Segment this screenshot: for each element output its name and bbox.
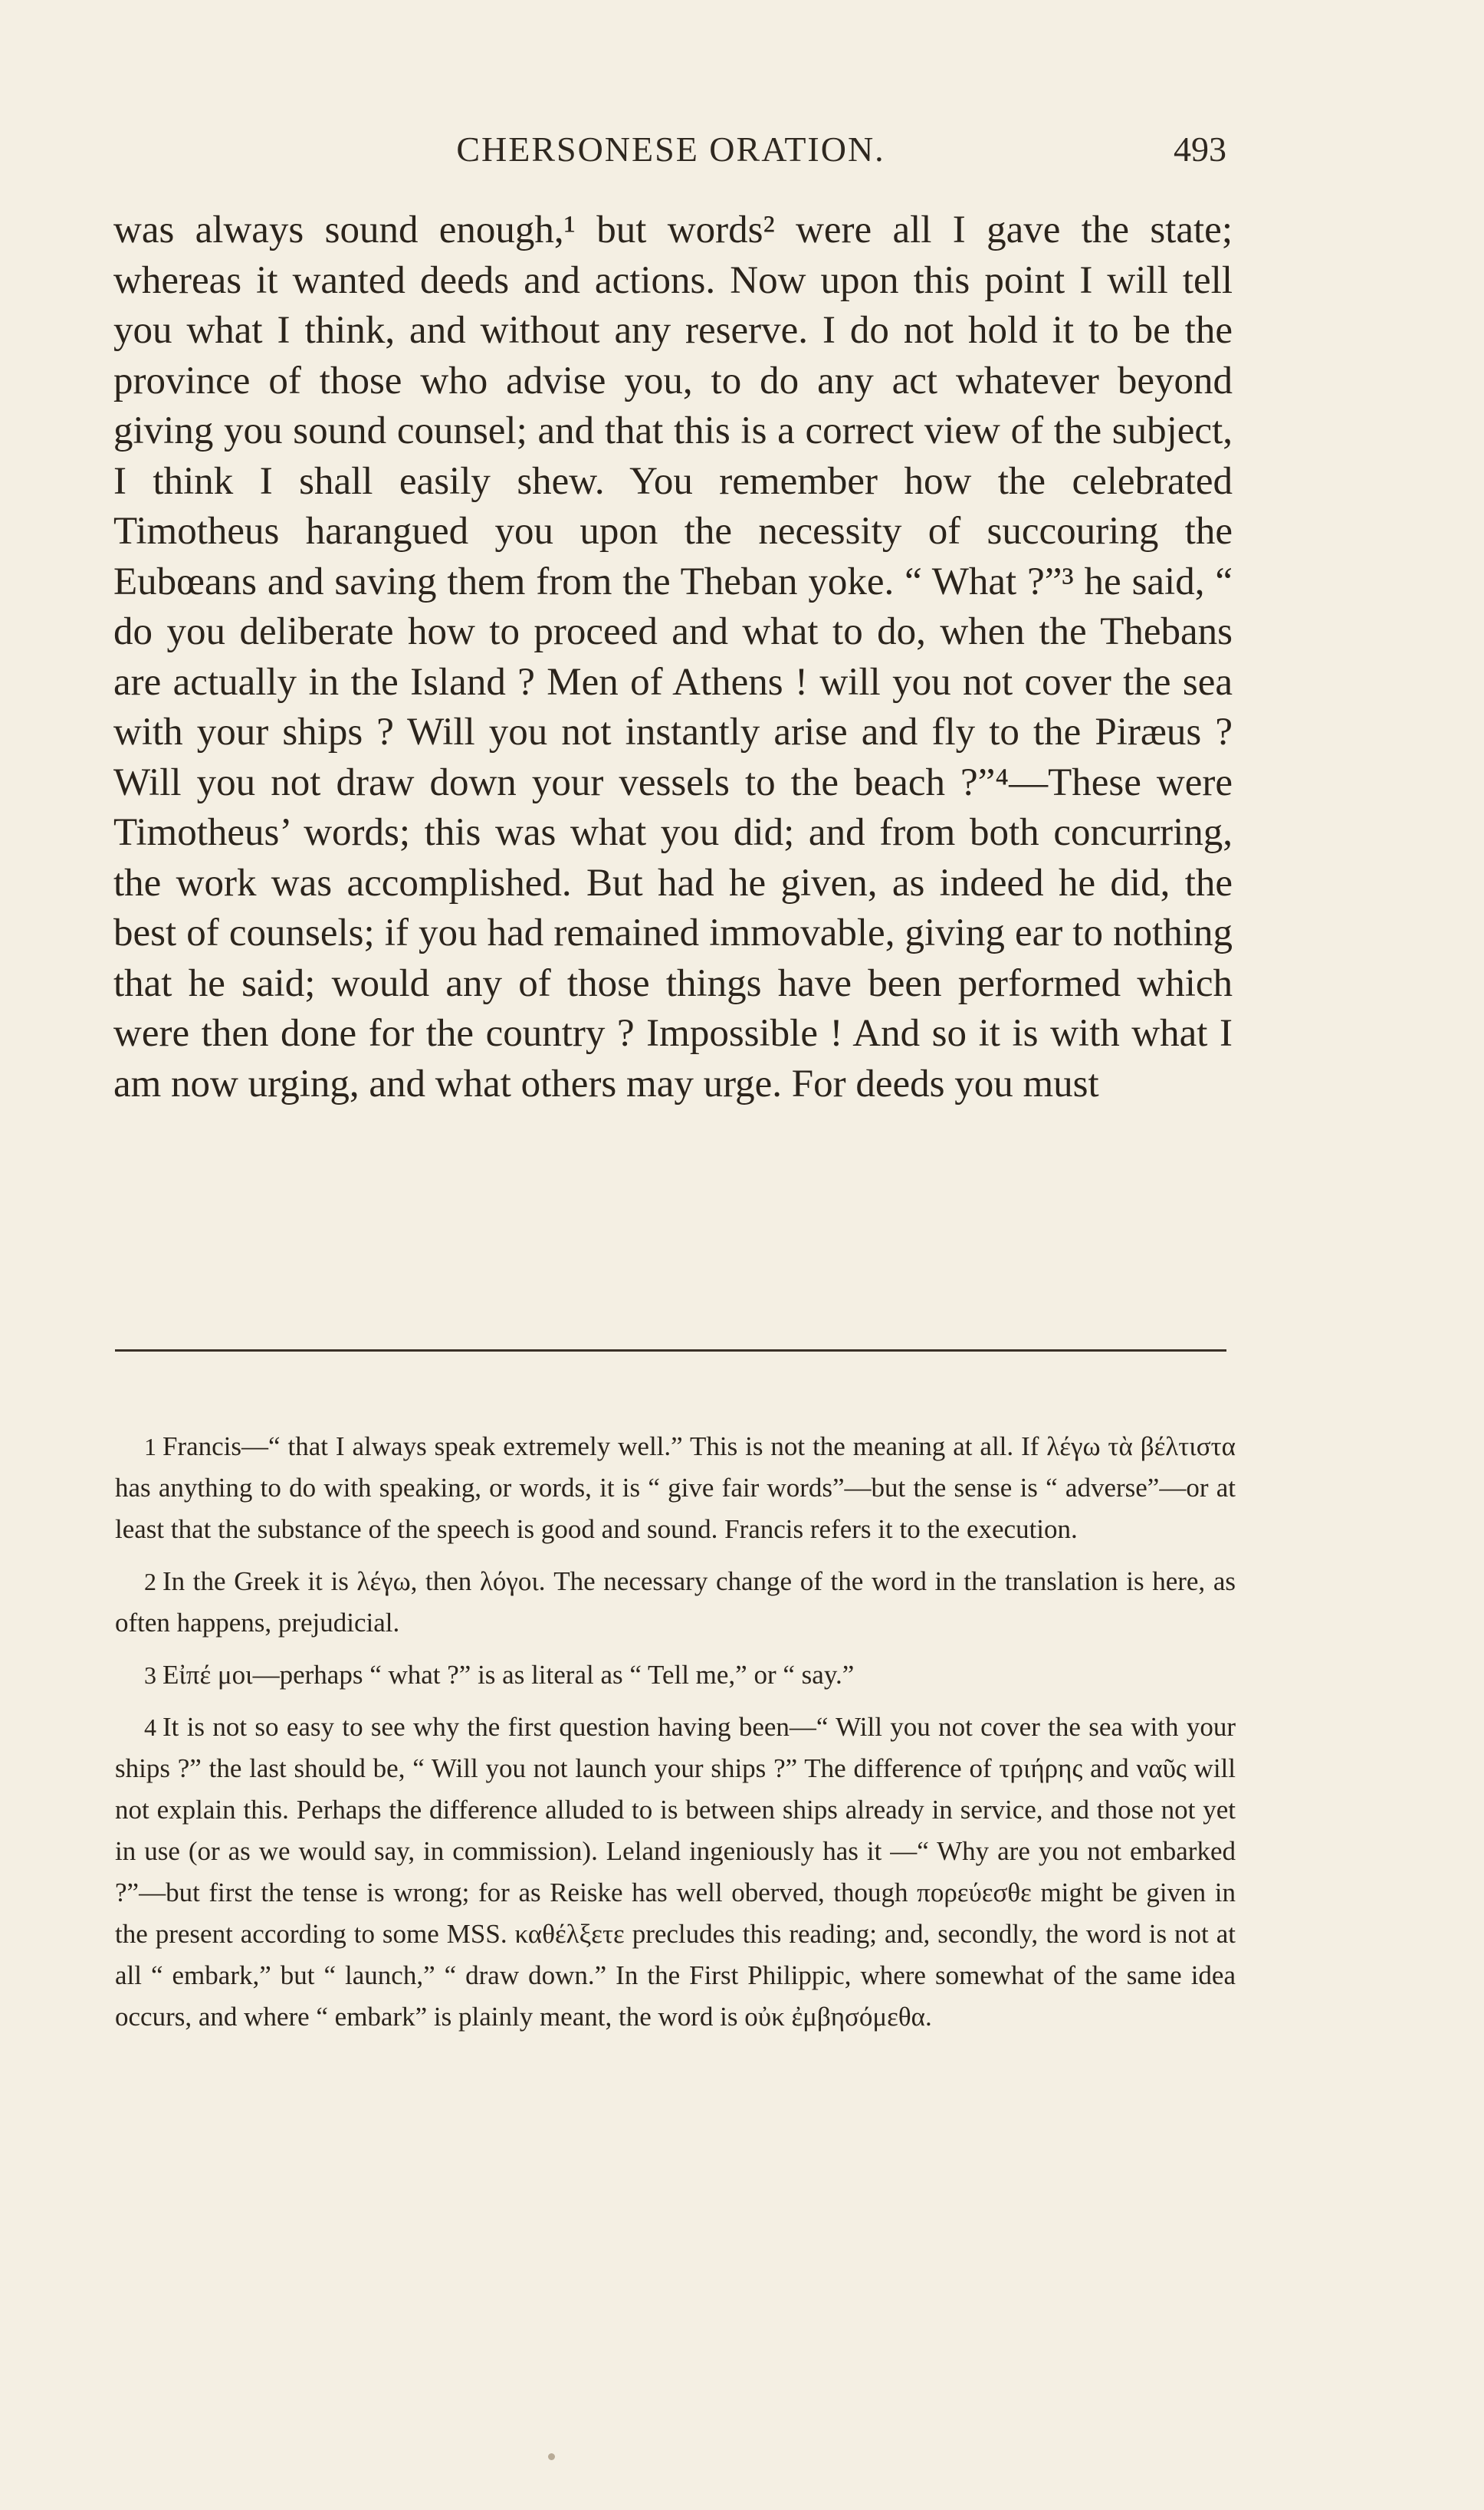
footnote-text: Εἰπέ μοι—perhaps “ what ?” is as literal as “ Tell me,” or “ say.” [163,1660,855,1690]
footnotes-section [115,1426,1236,2048]
footnote-3 [115,1654,1236,1696]
footnote-2 [115,1561,1236,1644]
footnote-number: 4 [144,1713,156,1741]
footnote-separator-rule [115,1349,1226,1352]
running-header [115,129,1226,182]
main-text-block [113,205,1233,1109]
footnote-text: It is not so easy to see why the first question having been—“ Will you not cover the sea with your ships ?” the last should be, “ Will you not launch your ships ?” The difference of τριήρης and ναῦς will not explain this. Perhaps the difference alluded to is between ships already in service, and those not yet in use (or as we would say, in commission). Leland ingeniously has it —“ Why are you not embarked ?”—but first the tense is wrong; for as Reiske has well oberved, though πορεύεσθε might be given in the present according to some MSS. καθέλξετε precludes this reading; and, secondly, the word is not at all “ embark,” but “ launch,” “ draw down.” In the First Philippic, where somewhat of the same idea occurs, and where “ embark” is plainly meant, the word is οὐκ ἐμβησόμεθα. [115,1712,1236,2032]
footnote-number: 1 [144,1433,156,1460]
footnote-4 [115,1707,1236,2038]
footnote-text: In the Greek it is λέγω, then λόγοι. The necessary change of the word in the translation is here, as often happens, prejudicial. [115,1566,1236,1638]
running-title: CHERSONESE ORATION. [456,130,885,169]
footnote-number: 3 [144,1661,156,1689]
footnote-number: 2 [144,1568,156,1595]
footnote-text: Francis—“ that I always speak extremely well.” This is not the meaning at all. If λέγω τὰ βέλτιστα has anything to do with speaking, or words, it is “ give fair words”—but the sense is “ adverse”—or at least that the substance of the speech is good and sound. Francis refers it to the execution. [115,1431,1236,1544]
page-number: 493 [1174,130,1226,169]
paper-speck [548,2453,555,2460]
body-paragraph: was always sound enough,¹ but words² were all I gave the state; whereas it wanted deeds and actions. Now upon this point I will tell you what I think, and without any reserve. I do not hold it to be the province of those who advise you, to do any act whatever beyond giving you sound counsel; and that this is a correct view of the subject, I think I shall easily shew. You remember how the celebrated Timotheus harangued you upon the necessity of succouring the Eubœans and saving them from the Theban yoke. “ What ?”³ he said, “ do you deliberate how to proceed and what to do, when the Thebans are actually in the Island ? Men of Athens ! will you not cover the sea with your ships ? Will you not instantly arise and fly to the Piræus ? Will you not draw down your vessels to the beach ?”⁴—These were Timotheus’ words; this was what you did; and from both concurring, the work was accomplished. But had he given, as indeed he did, the best of counsels; if you had remained immovable, giving ear to nothing that he said; would any of those things have been performed which were then done for the country ? Impossible ! And so it is with what I am now urging, and what others may urge. For deeds you must [113,209,1233,1106]
footnote-1 [115,1426,1236,1550]
